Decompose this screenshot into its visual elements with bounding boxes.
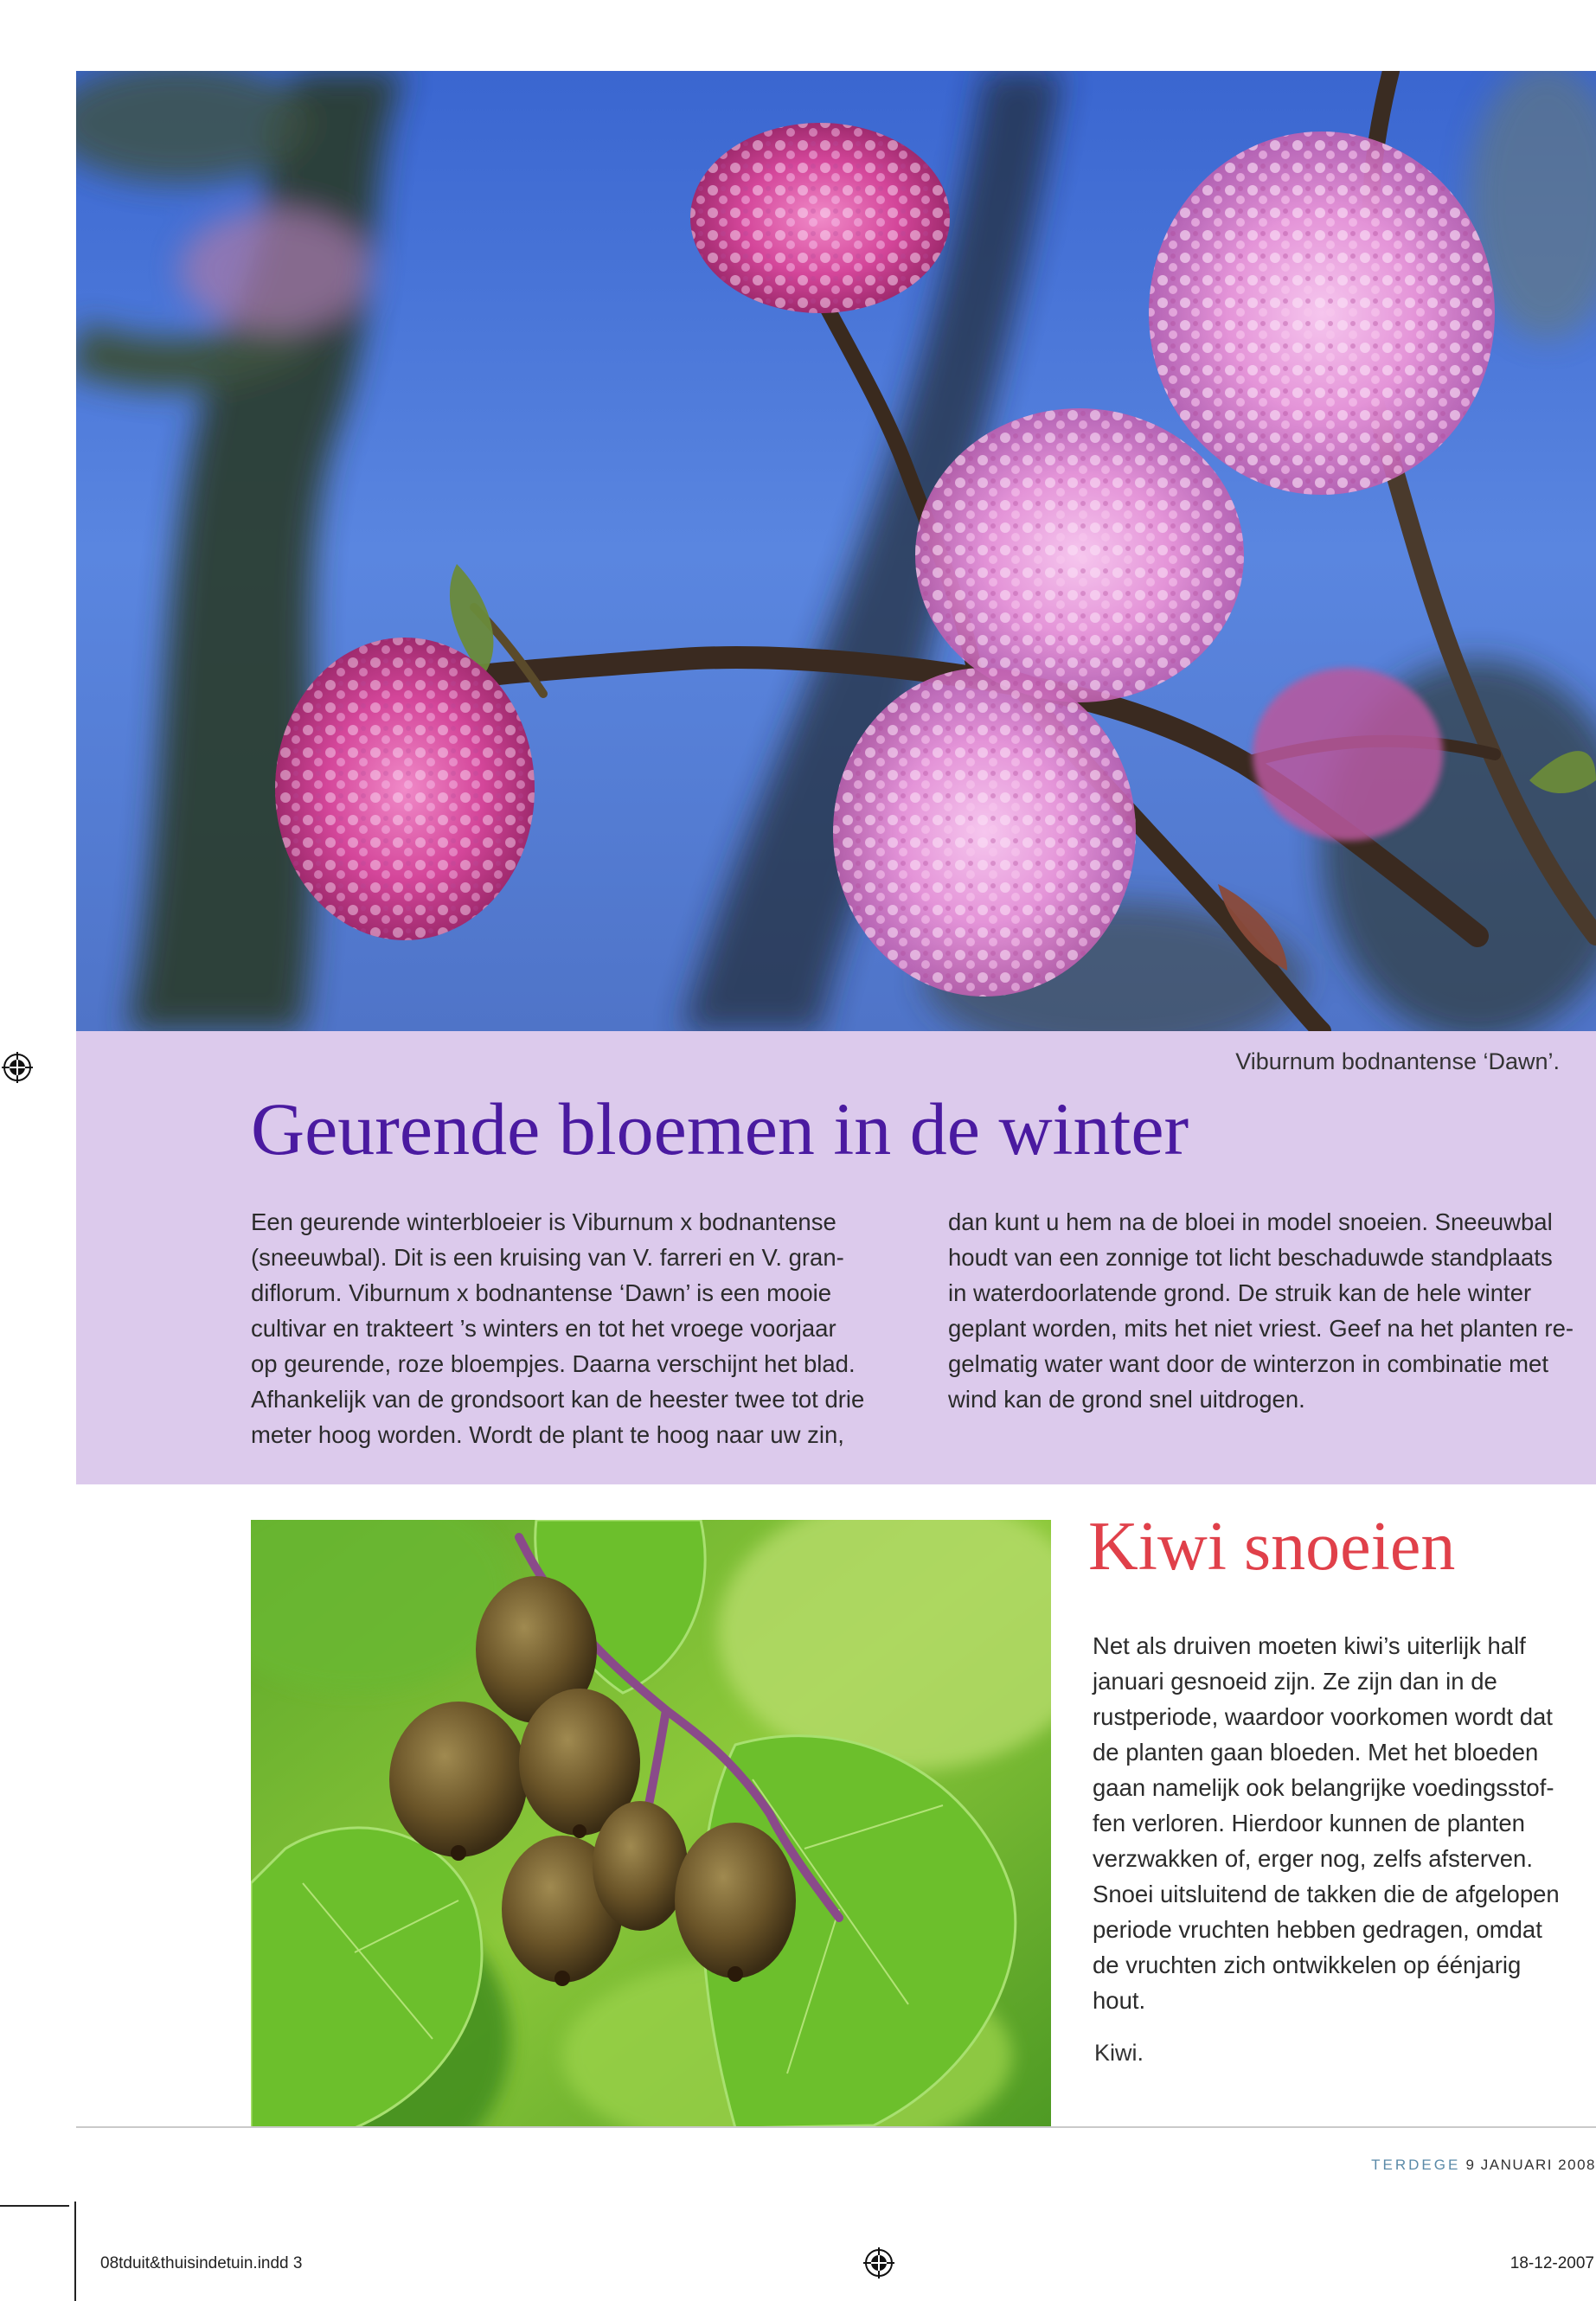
body-line: wind kan de grond snel uitdrogen. (948, 1386, 1305, 1413)
issue-date: 9 JANUARI 2008 (1465, 2157, 1596, 2173)
folio (1371, 2157, 1596, 2174)
crop-mark (74, 2202, 76, 2301)
viburnum-photo (76, 71, 1596, 1031)
magazine-name: TERDEGE (1371, 2157, 1461, 2173)
print-slug-file: 08tduit&thuisindetuin.indd 3 (100, 2254, 303, 2272)
article-title: Geurende bloemen in de winter (251, 1087, 1189, 1170)
article-body (1093, 1628, 1577, 2018)
article-title: Kiwi snoeien (1088, 1509, 1456, 1585)
body-line: Net als druiven moeten kiwi’s uiterlijk half (1093, 1632, 1526, 1659)
body-line: meter hoog worden. Wordt de plant te hoog naar uw zin, (251, 1421, 844, 1448)
body-line: januari gesnoeid zijn. Ze zijn dan in de (1093, 1668, 1497, 1695)
registration-mark-icon (2, 1052, 33, 1083)
body-line: rustperiode, waardoor voorkomen wordt dat (1093, 1703, 1553, 1730)
body-line: fen verloren. Hierdoor kunnen de planten (1093, 1810, 1525, 1836)
body-line: Snoei uitsluitend de takken die de afgelopen (1093, 1881, 1560, 1907)
article-body-column-2 (948, 1204, 1574, 1417)
body-line: geplant worden, mits het niet vriest. Geef na het planten re- (948, 1315, 1574, 1342)
print-slug-date: 18-12-2007 (1509, 2254, 1594, 2272)
article-body-column-1 (251, 1204, 891, 1452)
body-line: gaan namelijk ook belangrijke voedingsstof- (1093, 1774, 1554, 1801)
body-line: Afhankelijk van de grondsoort kan de heester twee tot drie (251, 1386, 865, 1413)
body-line: dan kunt u hem na de bloei in model snoeien. Sneeuwbal (948, 1208, 1553, 1235)
registration-mark-icon (863, 2247, 894, 2279)
body-line: hout. (1093, 1987, 1146, 2014)
body-line: in waterdoorlatende grond. De struik kan de hele winter (948, 1279, 1532, 1306)
body-line: op geurende, roze bloempjes. Daarna verschijnt het blad. (251, 1350, 856, 1377)
photo-caption: Kiwi. (1094, 2040, 1144, 2066)
body-line: (sneeuwbal). Dit is een kruising van V. farreri en V. gran- (251, 1244, 844, 1271)
body-line: gelmatig water want door de winterzon in combinatie met (948, 1350, 1548, 1377)
kiwi-photo (251, 1520, 1051, 2128)
crop-mark (0, 2205, 69, 2207)
divider (76, 2126, 1596, 2128)
body-line: de vruchten zich ontwikkelen op éénjarig (1093, 1952, 1522, 1978)
body-line: cultivar en trakteert ’s winters en tot het vroege voorjaar (251, 1315, 836, 1342)
photo-caption: Viburnum bodnantense ‘Dawn’. (1235, 1048, 1560, 1074)
body-line: periode vruchten hebben gedragen, omdat (1093, 1916, 1542, 1943)
body-line: diflorum. Viburnum x bodnantense ‘Dawn’ is een mooie (251, 1279, 832, 1306)
body-line: de planten gaan bloeden. Met het bloeden (1093, 1739, 1539, 1766)
body-line: Een geurende winterbloeier is Viburnum x bodnantense (251, 1208, 836, 1235)
body-line: houdt van een zonnige tot licht beschaduwde standplaats (948, 1244, 1553, 1271)
body-line: verzwakken of, erger nog, zelfs afsterven. (1093, 1845, 1533, 1872)
